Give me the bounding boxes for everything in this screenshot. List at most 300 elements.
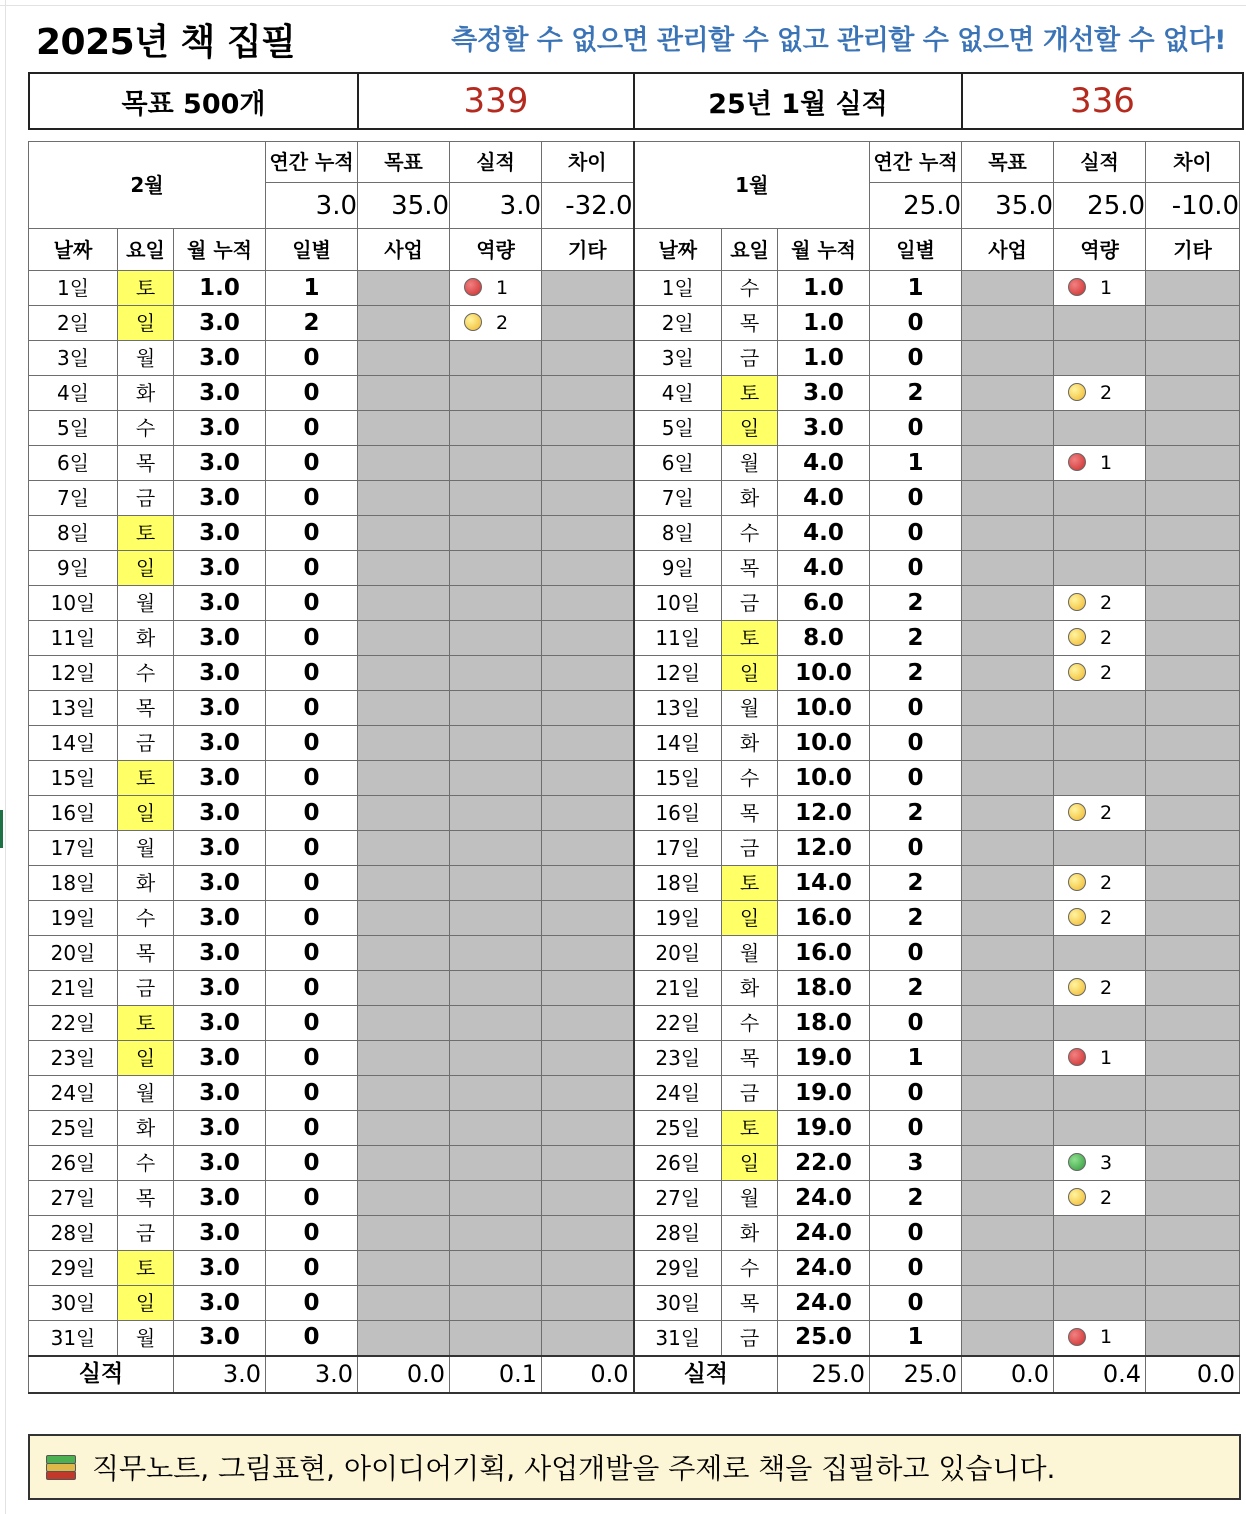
jan-weekday-cell[interactable]: 금 [722,341,778,376]
feb-date-cell[interactable]: 4일 [29,376,118,411]
feb-weekday-cell[interactable]: 일 [118,306,174,341]
footer-note[interactable] [28,1434,1241,1500]
jan-actual-label[interactable]: 실적 [1054,142,1146,183]
feb-daily-cell[interactable]: 0 [266,376,358,411]
jan-other-cell[interactable] [1146,516,1240,551]
jan-business-cell[interactable] [962,796,1054,831]
feb-date-cell[interactable]: 8일 [29,516,118,551]
feb-business-cell[interactable] [358,691,450,726]
feb-other-cell[interactable] [542,271,634,306]
jan-month-title[interactable]: 1월 [634,142,870,229]
jan-month-cum-cell[interactable]: 19.0 [778,1041,870,1076]
feb-date-cell[interactable]: 31일 [29,1321,118,1356]
feb-weekday-cell[interactable]: 토 [118,516,174,551]
feb-month-cum-cell[interactable]: 3.0 [174,1216,266,1251]
jan-weekday-cell[interactable]: 수 [722,516,778,551]
jan-capability-cell[interactable] [1054,1216,1146,1251]
jan-weekday-cell[interactable]: 월 [722,691,778,726]
feb-month-cum-cell[interactable]: 3.0 [174,1006,266,1041]
jan-other-cell[interactable] [1146,831,1240,866]
jan-capability-cell[interactable] [1054,1286,1146,1321]
jan-daily-cell[interactable]: 0 [870,1251,962,1286]
jan-business-cell[interactable] [962,901,1054,936]
feb-month-cum-cell[interactable]: 3.0 [174,1041,266,1076]
feb-total-daily[interactable]: 3.0 [266,1356,358,1393]
feb-other-cell[interactable] [542,761,634,796]
feb-date-cell[interactable]: 6일 [29,446,118,481]
jan-weekday-cell[interactable]: 금 [722,1076,778,1111]
jan-diff-value[interactable]: -10.0 [1146,183,1240,229]
feb-business-cell[interactable] [358,761,450,796]
jan-annual-cum-label[interactable]: 연간 누적 [870,142,962,183]
feb-weekday-cell[interactable]: 화 [118,866,174,901]
feb-total-business[interactable]: 0.0 [358,1356,450,1393]
feb-col-weekday[interactable]: 요일 [118,229,174,271]
jan-date-cell[interactable]: 12일 [634,656,722,691]
jan-total-daily[interactable]: 25.0 [870,1356,962,1393]
feb-other-cell[interactable] [542,341,634,376]
jan-capability-cell[interactable] [1054,1146,1146,1181]
jan-capability-cell[interactable] [1054,411,1146,446]
actual-label[interactable]: 25년 1월 실적 [634,73,962,129]
jan-weekday-cell[interactable]: 목 [722,306,778,341]
feb-business-cell[interactable] [358,411,450,446]
feb-month-cum-cell[interactable]: 3.0 [174,691,266,726]
jan-month-cum-cell[interactable]: 16.0 [778,901,870,936]
feb-daily-cell[interactable]: 0 [266,1216,358,1251]
jan-weekday-cell[interactable]: 월 [722,936,778,971]
jan-date-cell[interactable]: 5일 [634,411,722,446]
jan-total-label[interactable]: 실적 [634,1356,778,1393]
jan-business-cell[interactable] [962,1146,1054,1181]
jan-capability-cell[interactable] [1054,481,1146,516]
feb-daily-cell[interactable]: 0 [266,341,358,376]
feb-business-cell[interactable] [358,271,450,306]
jan-month-cum-cell[interactable]: 24.0 [778,1216,870,1251]
jan-daily-cell[interactable]: 1 [870,271,962,306]
feb-daily-cell[interactable]: 0 [266,1321,358,1356]
jan-date-cell[interactable]: 24일 [634,1076,722,1111]
jan-month-cum-cell[interactable]: 12.0 [778,831,870,866]
feb-capability-cell[interactable] [450,796,542,831]
feb-business-cell[interactable] [358,446,450,481]
jan-col-date[interactable]: 날짜 [634,229,722,271]
jan-daily-cell[interactable]: 2 [870,376,962,411]
jan-capability-cell[interactable] [1054,586,1146,621]
feb-target-value[interactable]: 35.0 [358,183,450,229]
feb-business-cell[interactable] [358,1041,450,1076]
jan-month-cum-cell[interactable]: 10.0 [778,761,870,796]
feb-capability-cell[interactable] [450,691,542,726]
feb-date-cell[interactable]: 20일 [29,936,118,971]
feb-date-cell[interactable]: 24일 [29,1076,118,1111]
jan-other-cell[interactable] [1146,481,1240,516]
feb-col-other[interactable]: 기타 [542,229,634,271]
jan-other-cell[interactable] [1146,621,1240,656]
feb-business-cell[interactable] [358,936,450,971]
feb-date-cell[interactable]: 25일 [29,1111,118,1146]
feb-other-cell[interactable] [542,446,634,481]
jan-daily-cell[interactable]: 0 [870,481,962,516]
jan-capability-cell[interactable] [1054,796,1146,831]
feb-annual-cum-label[interactable]: 연간 누적 [266,142,358,183]
feb-date-cell[interactable]: 12일 [29,656,118,691]
jan-other-cell[interactable] [1146,691,1240,726]
jan-business-cell[interactable] [962,306,1054,341]
goal-value[interactable]: 339 [358,73,634,129]
jan-daily-cell[interactable]: 0 [870,1286,962,1321]
jan-month-cum-cell[interactable]: 14.0 [778,866,870,901]
feb-date-cell[interactable]: 3일 [29,341,118,376]
feb-weekday-cell[interactable]: 목 [118,1181,174,1216]
feb-daily-cell[interactable]: 0 [266,761,358,796]
jan-weekday-cell[interactable]: 수 [722,271,778,306]
feb-date-cell[interactable]: 2일 [29,306,118,341]
feb-col-business[interactable]: 사업 [358,229,450,271]
jan-weekday-cell[interactable]: 수 [722,761,778,796]
jan-daily-cell[interactable]: 3 [870,1146,962,1181]
feb-weekday-cell[interactable]: 월 [118,1321,174,1356]
jan-capability-cell[interactable] [1054,726,1146,761]
feb-month-cum-cell[interactable]: 3.0 [174,551,266,586]
feb-date-cell[interactable]: 26일 [29,1146,118,1181]
feb-daily-cell[interactable]: 0 [266,656,358,691]
feb-month-cum-cell[interactable]: 3.0 [174,1146,266,1181]
feb-month-cum-cell[interactable]: 3.0 [174,831,266,866]
jan-month-cum-cell[interactable]: 18.0 [778,971,870,1006]
jan-business-cell[interactable] [962,586,1054,621]
feb-target-label[interactable]: 목표 [358,142,450,183]
jan-date-cell[interactable]: 4일 [634,376,722,411]
feb-business-cell[interactable] [358,551,450,586]
jan-capability-cell[interactable] [1054,376,1146,411]
feb-other-cell[interactable] [542,1111,634,1146]
feb-other-cell[interactable] [542,831,634,866]
jan-other-cell[interactable] [1146,1146,1240,1181]
feb-col-daily[interactable]: 일별 [266,229,358,271]
jan-daily-cell[interactable]: 0 [870,691,962,726]
jan-annual-cum-value[interactable]: 25.0 [870,183,962,229]
feb-weekday-cell[interactable]: 목 [118,936,174,971]
jan-business-cell[interactable] [962,656,1054,691]
feb-other-cell[interactable] [542,306,634,341]
feb-daily-cell[interactable]: 1 [266,271,358,306]
feb-other-cell[interactable] [542,1216,634,1251]
feb-date-cell[interactable]: 18일 [29,866,118,901]
jan-date-cell[interactable]: 31일 [634,1321,722,1356]
feb-month-cum-cell[interactable]: 3.0 [174,621,266,656]
feb-capability-cell[interactable] [450,411,542,446]
feb-date-cell[interactable]: 13일 [29,691,118,726]
feb-capability-cell[interactable] [450,1006,542,1041]
feb-business-cell[interactable] [358,516,450,551]
jan-capability-cell[interactable] [1054,341,1146,376]
jan-daily-cell[interactable]: 2 [870,901,962,936]
feb-month-cum-cell[interactable]: 3.0 [174,796,266,831]
jan-weekday-cell[interactable]: 금 [722,1321,778,1356]
feb-col-date[interactable]: 날짜 [29,229,118,271]
jan-month-cum-cell[interactable]: 12.0 [778,796,870,831]
feb-business-cell[interactable] [358,796,450,831]
jan-date-cell[interactable]: 21일 [634,971,722,1006]
feb-month-cum-cell[interactable]: 3.0 [174,901,266,936]
jan-business-cell[interactable] [962,271,1054,306]
feb-capability-cell[interactable] [450,866,542,901]
feb-business-cell[interactable] [358,656,450,691]
jan-weekday-cell[interactable]: 토 [722,376,778,411]
feb-business-cell[interactable] [358,1006,450,1041]
feb-date-cell[interactable]: 14일 [29,726,118,761]
jan-daily-cell[interactable]: 0 [870,551,962,586]
feb-capability-cell[interactable] [450,551,542,586]
feb-weekday-cell[interactable]: 월 [118,1076,174,1111]
feb-capability-cell[interactable] [450,726,542,761]
feb-weekday-cell[interactable]: 토 [118,271,174,306]
jan-business-cell[interactable] [962,1216,1054,1251]
jan-daily-cell[interactable]: 2 [870,971,962,1006]
feb-weekday-cell[interactable]: 화 [118,376,174,411]
jan-month-cum-cell[interactable]: 18.0 [778,1006,870,1041]
feb-business-cell[interactable] [358,1076,450,1111]
feb-business-cell[interactable] [358,971,450,1006]
feb-daily-cell[interactable]: 0 [266,411,358,446]
jan-total-cum[interactable]: 25.0 [778,1356,870,1393]
jan-weekday-cell[interactable]: 토 [722,621,778,656]
feb-daily-cell[interactable]: 0 [266,446,358,481]
feb-business-cell[interactable] [358,866,450,901]
jan-business-cell[interactable] [962,866,1054,901]
feb-date-cell[interactable]: 21일 [29,971,118,1006]
jan-capability-cell[interactable] [1054,446,1146,481]
feb-business-cell[interactable] [358,481,450,516]
feb-capability-cell[interactable] [450,341,542,376]
jan-date-cell[interactable]: 1일 [634,271,722,306]
jan-other-cell[interactable] [1146,1181,1240,1216]
jan-capability-cell[interactable] [1054,1041,1146,1076]
feb-weekday-cell[interactable]: 목 [118,446,174,481]
jan-col-business[interactable]: 사업 [962,229,1054,271]
feb-other-cell[interactable] [542,656,634,691]
jan-daily-cell[interactable]: 1 [870,1041,962,1076]
jan-total-business[interactable]: 0.0 [962,1356,1054,1393]
jan-capability-cell[interactable] [1054,1006,1146,1041]
feb-daily-cell[interactable]: 0 [266,1146,358,1181]
jan-other-cell[interactable] [1146,656,1240,691]
jan-date-cell[interactable]: 27일 [634,1181,722,1216]
feb-other-cell[interactable] [542,1181,634,1216]
jan-date-cell[interactable]: 14일 [634,726,722,761]
feb-total-capability[interactable]: 0.1 [450,1356,542,1393]
jan-month-cum-cell[interactable]: 10.0 [778,691,870,726]
jan-business-cell[interactable] [962,726,1054,761]
feb-capability-cell[interactable] [450,516,542,551]
feb-month-cum-cell[interactable]: 3.0 [174,376,266,411]
jan-capability-cell[interactable] [1054,1321,1146,1356]
feb-other-cell[interactable] [542,691,634,726]
feb-weekday-cell[interactable]: 토 [118,1251,174,1286]
jan-daily-cell[interactable]: 2 [870,621,962,656]
feb-date-cell[interactable]: 19일 [29,901,118,936]
jan-other-cell[interactable] [1146,1076,1240,1111]
feb-other-cell[interactable] [542,586,634,621]
jan-diff-label[interactable]: 차이 [1146,142,1240,183]
jan-daily-cell[interactable]: 2 [870,586,962,621]
feb-weekday-cell[interactable]: 금 [118,481,174,516]
feb-business-cell[interactable] [358,1181,450,1216]
feb-other-cell[interactable] [542,621,634,656]
jan-daily-cell[interactable]: 2 [870,1181,962,1216]
jan-daily-cell[interactable]: 0 [870,1076,962,1111]
jan-business-cell[interactable] [962,551,1054,586]
jan-col-weekday[interactable]: 요일 [722,229,778,271]
jan-weekday-cell[interactable]: 월 [722,1181,778,1216]
jan-capability-cell[interactable] [1054,691,1146,726]
jan-other-cell[interactable] [1146,586,1240,621]
feb-other-cell[interactable] [542,376,634,411]
feb-total-other[interactable]: 0.0 [542,1356,634,1393]
jan-col-capability[interactable]: 역량 [1054,229,1146,271]
feb-weekday-cell[interactable]: 수 [118,901,174,936]
feb-weekday-cell[interactable]: 월 [118,831,174,866]
goal-label[interactable]: 목표 500개 [29,73,358,129]
jan-weekday-cell[interactable]: 목 [722,796,778,831]
feb-capability-cell[interactable] [450,376,542,411]
jan-other-cell[interactable] [1146,551,1240,586]
jan-business-cell[interactable] [962,1111,1054,1146]
jan-date-cell[interactable]: 20일 [634,936,722,971]
feb-actual-value[interactable]: 3.0 [450,183,542,229]
feb-month-cum-cell[interactable]: 3.0 [174,306,266,341]
jan-weekday-cell[interactable]: 목 [722,1286,778,1321]
jan-weekday-cell[interactable]: 토 [722,866,778,901]
jan-business-cell[interactable] [962,411,1054,446]
jan-month-cum-cell[interactable]: 4.0 [778,481,870,516]
feb-business-cell[interactable] [358,306,450,341]
jan-date-cell[interactable]: 9일 [634,551,722,586]
jan-daily-cell[interactable]: 1 [870,446,962,481]
feb-capability-cell[interactable] [450,936,542,971]
feb-other-cell[interactable] [542,551,634,586]
jan-date-cell[interactable]: 10일 [634,586,722,621]
feb-business-cell[interactable] [358,1146,450,1181]
feb-other-cell[interactable] [542,1006,634,1041]
jan-other-cell[interactable] [1146,936,1240,971]
feb-month-title[interactable]: 2월 [29,142,266,229]
jan-col-daily[interactable]: 일별 [870,229,962,271]
jan-daily-cell[interactable]: 0 [870,726,962,761]
jan-business-cell[interactable] [962,376,1054,411]
feb-annual-cum-value[interactable]: 3.0 [266,183,358,229]
feb-business-cell[interactable] [358,341,450,376]
jan-daily-cell[interactable]: 2 [870,796,962,831]
feb-weekday-cell[interactable]: 금 [118,1216,174,1251]
feb-daily-cell[interactable]: 0 [266,691,358,726]
jan-capability-cell[interactable] [1054,1111,1146,1146]
jan-other-cell[interactable] [1146,796,1240,831]
jan-daily-cell[interactable]: 0 [870,831,962,866]
jan-date-cell[interactable]: 30일 [634,1286,722,1321]
feb-business-cell[interactable] [358,1111,450,1146]
jan-daily-cell[interactable]: 0 [870,516,962,551]
feb-month-cum-cell[interactable]: 3.0 [174,516,266,551]
feb-weekday-cell[interactable]: 일 [118,551,174,586]
jan-date-cell[interactable]: 28일 [634,1216,722,1251]
feb-other-cell[interactable] [542,936,634,971]
jan-other-cell[interactable] [1146,271,1240,306]
feb-weekday-cell[interactable]: 화 [118,621,174,656]
feb-daily-cell[interactable]: 0 [266,481,358,516]
feb-date-cell[interactable]: 29일 [29,1251,118,1286]
feb-daily-cell[interactable]: 0 [266,971,358,1006]
feb-business-cell[interactable] [358,586,450,621]
jan-daily-cell[interactable]: 0 [870,761,962,796]
feb-weekday-cell[interactable]: 토 [118,761,174,796]
feb-daily-cell[interactable]: 0 [266,621,358,656]
jan-capability-cell[interactable] [1054,516,1146,551]
feb-month-cum-cell[interactable]: 3.0 [174,341,266,376]
jan-weekday-cell[interactable]: 수 [722,1006,778,1041]
jan-weekday-cell[interactable]: 토 [722,1111,778,1146]
feb-date-cell[interactable]: 23일 [29,1041,118,1076]
jan-capability-cell[interactable] [1054,551,1146,586]
jan-other-cell[interactable] [1146,1111,1240,1146]
feb-total-cum[interactable]: 3.0 [174,1356,266,1393]
feb-business-cell[interactable] [358,376,450,411]
feb-capability-cell[interactable] [450,656,542,691]
feb-daily-cell[interactable]: 0 [266,1076,358,1111]
feb-other-cell[interactable] [542,411,634,446]
feb-capability-cell[interactable] [450,1216,542,1251]
jan-col-other[interactable]: 기타 [1146,229,1240,271]
jan-date-cell[interactable]: 3일 [634,341,722,376]
jan-date-cell[interactable]: 26일 [634,1146,722,1181]
jan-date-cell[interactable]: 2일 [634,306,722,341]
feb-month-cum-cell[interactable]: 3.0 [174,866,266,901]
feb-date-cell[interactable]: 17일 [29,831,118,866]
jan-date-cell[interactable]: 17일 [634,831,722,866]
feb-weekday-cell[interactable]: 월 [118,341,174,376]
feb-month-cum-cell[interactable]: 3.0 [174,726,266,761]
feb-daily-cell[interactable]: 0 [266,586,358,621]
feb-month-cum-cell[interactable]: 1.0 [174,271,266,306]
feb-weekday-cell[interactable]: 수 [118,411,174,446]
feb-other-cell[interactable] [542,1286,634,1321]
jan-capability-cell[interactable] [1054,936,1146,971]
feb-capability-cell[interactable] [450,761,542,796]
feb-weekday-cell[interactable]: 금 [118,971,174,1006]
feb-month-cum-cell[interactable]: 3.0 [174,1111,266,1146]
actual-value[interactable]: 336 [962,73,1243,129]
jan-daily-cell[interactable]: 0 [870,1006,962,1041]
jan-weekday-cell[interactable]: 화 [722,726,778,761]
jan-capability-cell[interactable] [1054,831,1146,866]
jan-month-cum-cell[interactable]: 1.0 [778,341,870,376]
jan-business-cell[interactable] [962,831,1054,866]
feb-date-cell[interactable]: 11일 [29,621,118,656]
jan-daily-cell[interactable]: 0 [870,1111,962,1146]
jan-weekday-cell[interactable]: 일 [722,411,778,446]
jan-capability-cell[interactable] [1054,761,1146,796]
jan-month-cum-cell[interactable]: 16.0 [778,936,870,971]
feb-capability-cell[interactable] [450,621,542,656]
feb-other-cell[interactable] [542,1146,634,1181]
jan-date-cell[interactable]: 6일 [634,446,722,481]
jan-weekday-cell[interactable]: 일 [722,656,778,691]
feb-daily-cell[interactable]: 0 [266,1111,358,1146]
feb-daily-cell[interactable]: 0 [266,516,358,551]
feb-month-cum-cell[interactable]: 3.0 [174,936,266,971]
jan-business-cell[interactable] [962,1251,1054,1286]
